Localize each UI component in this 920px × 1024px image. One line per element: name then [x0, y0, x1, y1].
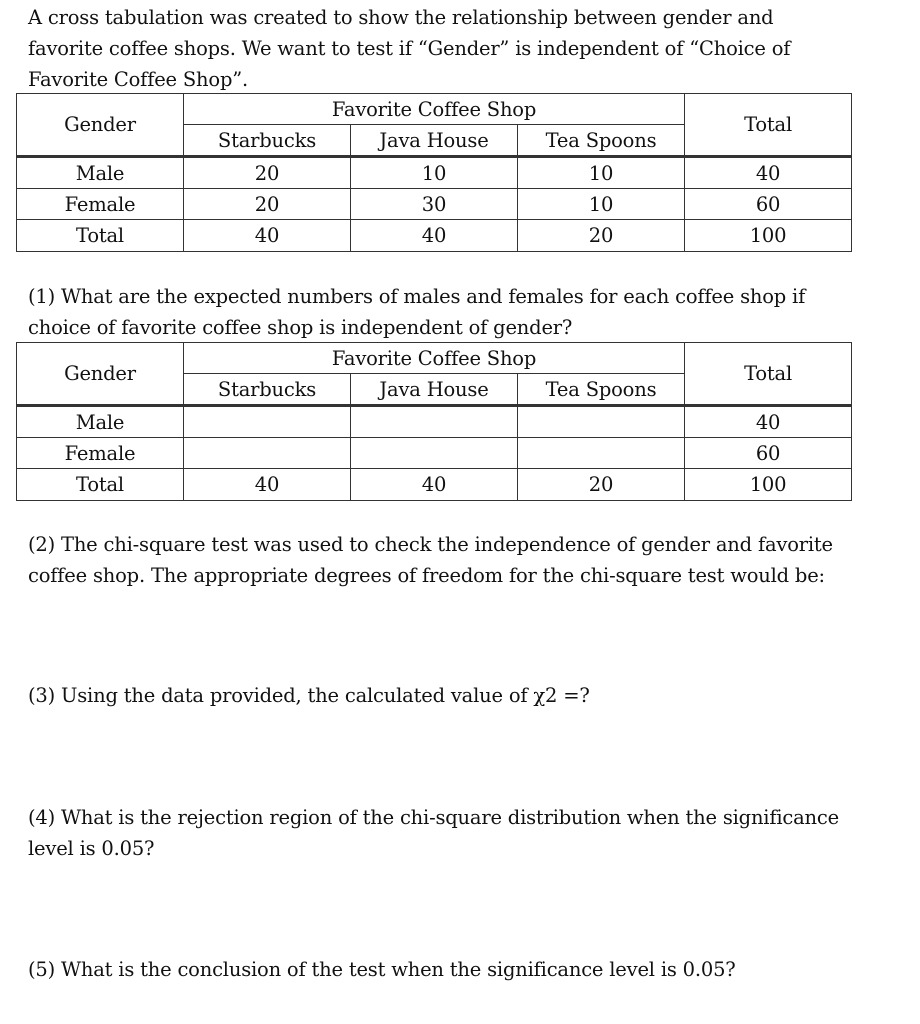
gender-header: Gender [17, 343, 184, 406]
question-line: coffee shop. The appropriate degrees of freedom for the chi-square test would be: [28, 564, 825, 587]
column-header-starbucks: Starbucks [184, 125, 351, 157]
table-row [17, 157, 852, 189]
table-row [17, 406, 852, 438]
table-header-row [17, 94, 852, 125]
total-header: Total [685, 343, 852, 406]
empty-answer-cell [184, 406, 351, 438]
question-line: (2) The chi-square test was used to check the independence of gender and favorite [28, 533, 833, 556]
question-line: (3) Using the data provided, the calculated value of χ2 =? [28, 684, 590, 707]
column-header-java-house: Java House [351, 125, 518, 157]
row-total-cell: 60 [685, 189, 852, 220]
row-label: Total [17, 220, 184, 252]
favorite-coffee-shop-header: Favorite Coffee Shop [184, 343, 685, 374]
favorite-coffee-shop-header: Favorite Coffee Shop [184, 94, 685, 125]
intro-paragraph [28, 2, 898, 95]
intro-line: Favorite Coffee Shop”. [28, 68, 249, 91]
empty-answer-cell [351, 438, 518, 469]
table-total-row [17, 220, 852, 252]
row-total-cell: 60 [685, 438, 852, 469]
empty-answer-cell [518, 406, 685, 438]
question-2 [28, 529, 898, 591]
row-total-cell: 40 [685, 406, 852, 438]
observed-crosstab-table [16, 93, 852, 252]
intro-line: favorite coffee shops. We want to test if “Gender” is independent of “Choice of [28, 37, 791, 60]
table-header-row [17, 343, 852, 374]
row-label: Male [17, 157, 184, 189]
table-cell: 40 [351, 220, 518, 252]
row-label: Total [17, 469, 184, 501]
question-line: (4) What is the rejection region of the chi-square distribution when the significance [28, 806, 839, 829]
grand-total-cell: 100 [685, 220, 852, 252]
table-cell: 20 [518, 469, 685, 501]
row-label: Male [17, 406, 184, 438]
table-row [17, 189, 852, 220]
table-cell: 40 [184, 220, 351, 252]
column-header-java-house: Java House [351, 374, 518, 406]
table-cell: 20 [184, 189, 351, 220]
table-cell: 30 [351, 189, 518, 220]
question-5 [28, 954, 898, 985]
question-1 [28, 281, 898, 343]
table-cell: 10 [351, 157, 518, 189]
row-label: Female [17, 438, 184, 469]
table-cell: 20 [184, 157, 351, 189]
total-header: Total [685, 94, 852, 157]
row-label: Female [17, 189, 184, 220]
column-header-tea-spoons: Tea Spoons [518, 374, 685, 406]
empty-answer-cell [184, 438, 351, 469]
question-line: (5) What is the conclusion of the test when the significance level is 0.05? [28, 958, 736, 981]
empty-answer-cell [518, 438, 685, 469]
table-cell: 10 [518, 189, 685, 220]
gender-header: Gender [17, 94, 184, 157]
table-cell: 40 [184, 469, 351, 501]
question-line: level is 0.05? [28, 837, 155, 860]
row-total-cell: 40 [685, 157, 852, 189]
table-total-row [17, 469, 852, 501]
question-line: (1) What are the expected numbers of males and females for each coffee shop if [28, 285, 806, 308]
empty-answer-cell [351, 406, 518, 438]
table-cell: 10 [518, 157, 685, 189]
question-3 [28, 680, 898, 711]
column-header-tea-spoons: Tea Spoons [518, 125, 685, 157]
table-cell: 20 [518, 220, 685, 252]
column-header-starbucks: Starbucks [184, 374, 351, 406]
table-row [17, 438, 852, 469]
question-line: choice of favorite coffee shop is independent of gender? [28, 316, 573, 339]
table-cell: 40 [351, 469, 518, 501]
intro-line: A cross tabulation was created to show the relationship between gender and [28, 6, 774, 29]
grand-total-cell: 100 [685, 469, 852, 501]
expected-crosstab-table [16, 342, 852, 501]
question-4 [28, 802, 898, 864]
